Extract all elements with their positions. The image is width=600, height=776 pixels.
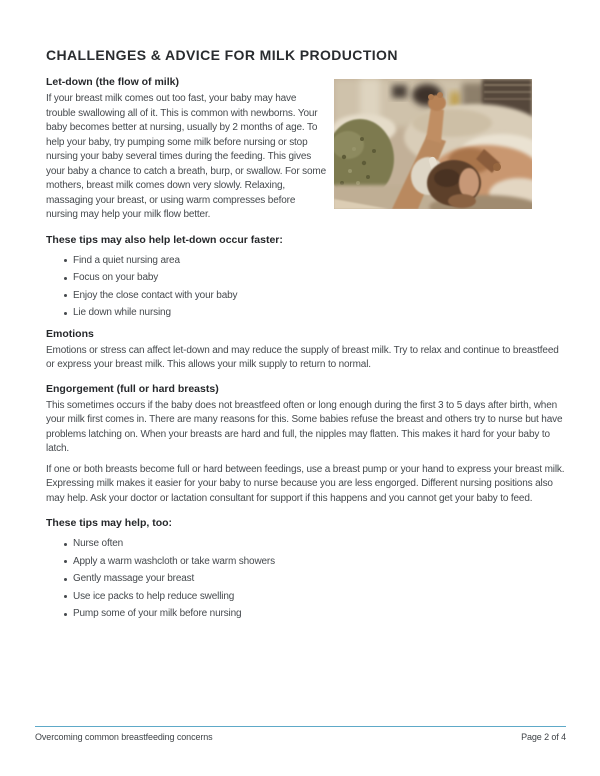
list-item [64, 271, 566, 286]
bullet-icon [64, 560, 67, 563]
section-letdown [46, 76, 566, 321]
page-title: CHALLENGES & ADVICE FOR MILK PRODUCTION [46, 47, 398, 63]
footer-page-number: Page 2 of 4 [521, 732, 566, 742]
emotions-paragraph: Emotions or stress can affect let-down and may reduce the supply of breast milk. Try to relax and continue to breastfeed or express your breast milk. This allows your milk supply to return to normal. [46, 344, 559, 370]
nursing-photo-illustration [334, 79, 532, 209]
photo-mother-nursing-baby [334, 79, 532, 209]
engorgement-heading: Engorgement (full or hard breasts) [46, 382, 219, 395]
engorgement-paragraph-1: This sometimes occurs if the baby does not breastfeed often or long enough during the first 3 to 5 days after birth, when your milk first comes in. There are many reasons for this. Some babies refuse the breast and others try to nurse but have problems latching on. When your breasts are hard and full, the nipples may flatten. This makes it hard for your baby to latch. [46, 399, 563, 454]
bullet-icon [64, 259, 67, 262]
letdown-heading: Let-down (the flow of milk) [46, 76, 179, 88]
bullet-icon [64, 294, 67, 297]
list-item-text: Apply a warm washcloth or take warm showers [73, 555, 275, 567]
page-footer [35, 726, 566, 742]
list-item-text: Find a quiet nursing area [73, 254, 180, 266]
list-item-text: Gently massage your breast [73, 573, 195, 584]
section-emotions [46, 328, 566, 373]
list-item [64, 537, 566, 552]
footer-document-title: Overcoming common breastfeeding concerns [35, 732, 213, 742]
list-item-text: Enjoy the close contact with your baby [73, 289, 238, 301]
engorgement-paragraph-2: If one or both breasts become full or hard between feedings, use a breast pump or your hand to express your breast milk. Expressing milk makes it easier for your baby to nurse because you are less engorged. Different nursing positions also may help. Ask your doctor or lactation consultant for support if this happens and you cannot get your baby to feed. [46, 463, 565, 504]
emotions-heading: Emotions [46, 327, 94, 340]
list-item-text: Focus on your baby [73, 272, 159, 283]
engorgement-tips-list [64, 537, 566, 622]
list-item [64, 572, 566, 587]
engorgement-tips-heading: These tips may help, too: [46, 517, 173, 529]
section-engorgement [46, 383, 566, 622]
bullet-icon [64, 277, 67, 280]
list-item [64, 289, 566, 304]
list-item [64, 590, 566, 605]
list-item [64, 254, 566, 269]
letdown-tips-list [64, 254, 566, 321]
list-item-text: Lie down while nursing [73, 307, 171, 318]
list-item-text: Pump some of your milk before nursing [73, 608, 242, 619]
letdown-paragraph: If your breast milk comes out too fast, your baby may have trouble swallowing all of it. This is common with newborns. Your baby becomes better at nursing, usually by 2 months of age. To help your baby, try pumping some milk before nursing or stop nursing your baby several times during the feeding. This gives your baby a chance to catch a breath, burp, or swallow. For some mothers, breast milk comes down very slowly. Relaxing, massaging your breast, or using warm compresses before nursing may help your milk flow better. [46, 93, 326, 220]
list-item [64, 607, 566, 622]
list-item-text: Nurse often [73, 538, 124, 549]
footer-row [35, 732, 566, 742]
bullet-icon [64, 595, 67, 598]
list-item-text: Use ice packs to help reduce swelling [73, 590, 235, 602]
list-item [64, 555, 566, 570]
bullet-icon [64, 613, 67, 616]
letdown-row [46, 76, 566, 223]
bullet-icon [64, 578, 67, 581]
list-item [64, 306, 566, 321]
letdown-text-column [46, 76, 326, 223]
letdown-tips-heading: These tips may also help let-down occur faster: [46, 233, 283, 246]
bullet-icon [64, 312, 67, 315]
bullet-icon [64, 543, 67, 546]
